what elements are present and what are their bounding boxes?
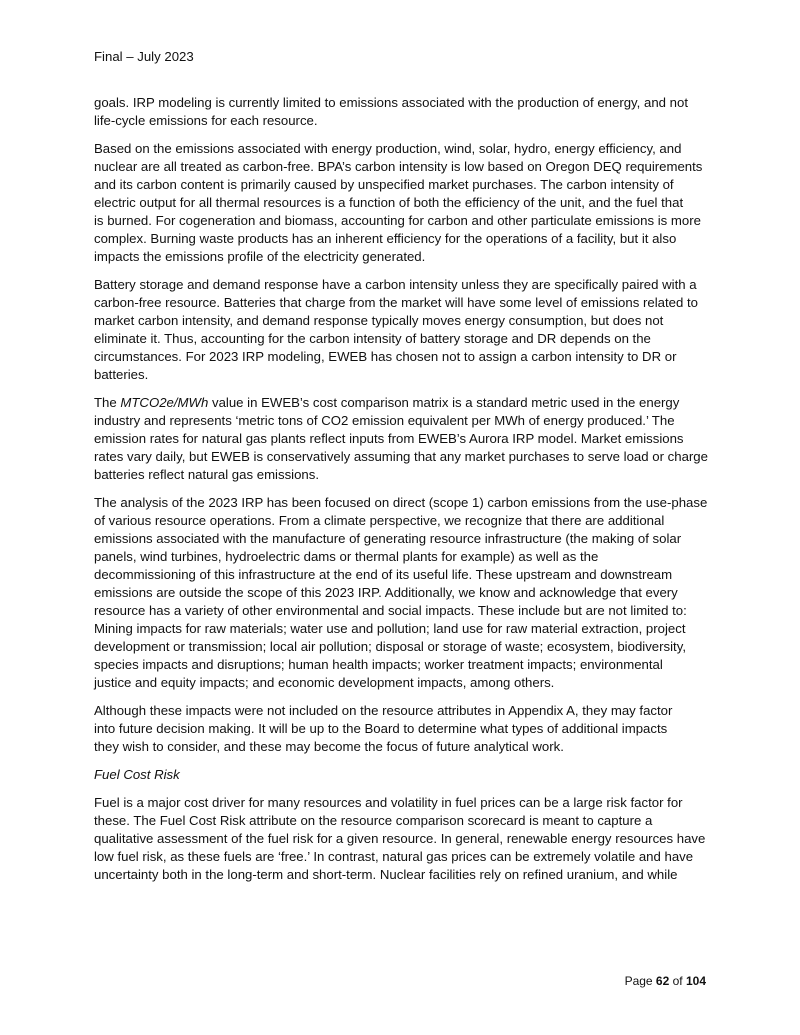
current-page-number: 62 [655,974,670,988]
page-header: Final – July 2023 [94,49,194,64]
paragraph-appendix-impacts: Although these impacts were not included on the resource attributes in Appendix A, they may factor into future decision making. It will be up to the Board to determine what types of additional impacts they wish to consider, and these may become the focus of future analytical work. [94,703,673,754]
paragraph-mtco2e-metric [94,394,714,484]
paragraph-mtco2e-intro: The [94,395,121,410]
total-page-count: 104 [685,974,706,988]
paragraph-carbon-free-resources: Based on the emissions associated with energy production, wind, solar, hydro, energy efficiency, and nuclear are all treated as carbon-free. BPA’s carbon intensity is low based on Oregon DEQ requirements and its carbon content is primarily caused by unspecified market purchases. The carbon intensity of electric output for all thermal resources is a function of both the efficiency of the unit, and the fuel that is burned. For cogeneration and biomass, accounting for carbon and other particulate emissions is more complex. Burning waste products has an inherent efficiency for the operations of a facility, but it also impacts the emissions profile of the electricity generated. [94,141,703,264]
page-of-label: of [669,974,686,988]
paragraph-mtco2e-body: value in EWEB’s cost comparison matrix is a standard metric used in the energy industry and represents ‘metric tons of CO2 emission equivalent per MWh of energy produced.’ The emission rates for natural gas plants reflect inputs from EWEB’s Aurora IRP model. Market emissions rates vary daily, but EWEB is conservatively assuming that any market purchases to serve load or charge batteries reflect natural gas emissions. [94,395,708,482]
paragraph-fuel-cost-risk: Fuel is a major cost driver for many resources and volatility in fuel prices can be a large risk factor for these. The Fuel Cost Risk attribute on the resource comparison scorecard is meant to capture a qualitative assessment of the fuel risk for a given resource. In general, renewable energy resources have low fuel risk, as these fuels are ‘free.’ In contrast, natural gas prices can be extremely volatile and have uncertainty both in the long-term and short-term. Nuclear facilities rely on refined uranium, and while [94,795,706,882]
paragraph-irp-modeling-goals: goals. IRP modeling is currently limited to emissions associated with the production of energy, and not life-cycle emissions for each resource. [94,95,688,128]
paragraph-battery-demand-response: Battery storage and demand response have a carbon intensity unless they are specifically paired with a carbon-free resource. Batteries that charge from the market will have some level of emissions related to market carbon intensity, and demand response typically moves energy consumption, but does not eliminate it. Thus, accounting for the carbon intensity of battery storage and DR depends on the circumstances. For 2023 IRP modeling, EWEB has chosen not to assign a carbon intensity to DR or batteries. [94,277,698,382]
paragraph-scope-emissions: The analysis of the 2023 IRP has been focused on direct (scope 1) carbon emissions from the use-phase of various resource operations. From a climate perspective, we recognize that there are additional emissions associated with the manufacture of generating resource infrastructure (the making of solar panels, wind turbines, hydroelectric dams or thermal plants for example) as well as the decommissioning of this infrastructure at the end of its useful life. These upstream and downstream emissions are outside the scope of this 2023 IRP. Additionally, we know and acknowledge that every resource has a variety of other environmental and social impacts. These include but are not limited to: Mining impacts for raw materials; water use and pollution; land use for raw material extraction, project development or transmission; local air pollution; disposal or storage of waste; ecosystem, biodiversity, species impacts and disruptions; human health impacts; worker treatment impacts; environmental justice and equity impacts; and economic development impacts, among others. [94,495,708,690]
metric-term: MTCO2e/MWh [120,395,209,410]
page-number-footer [625,973,706,989]
page-body [94,94,714,894]
page-label: Page [624,974,656,988]
section-heading-fuel-cost-risk: Fuel Cost Risk [94,767,180,782]
